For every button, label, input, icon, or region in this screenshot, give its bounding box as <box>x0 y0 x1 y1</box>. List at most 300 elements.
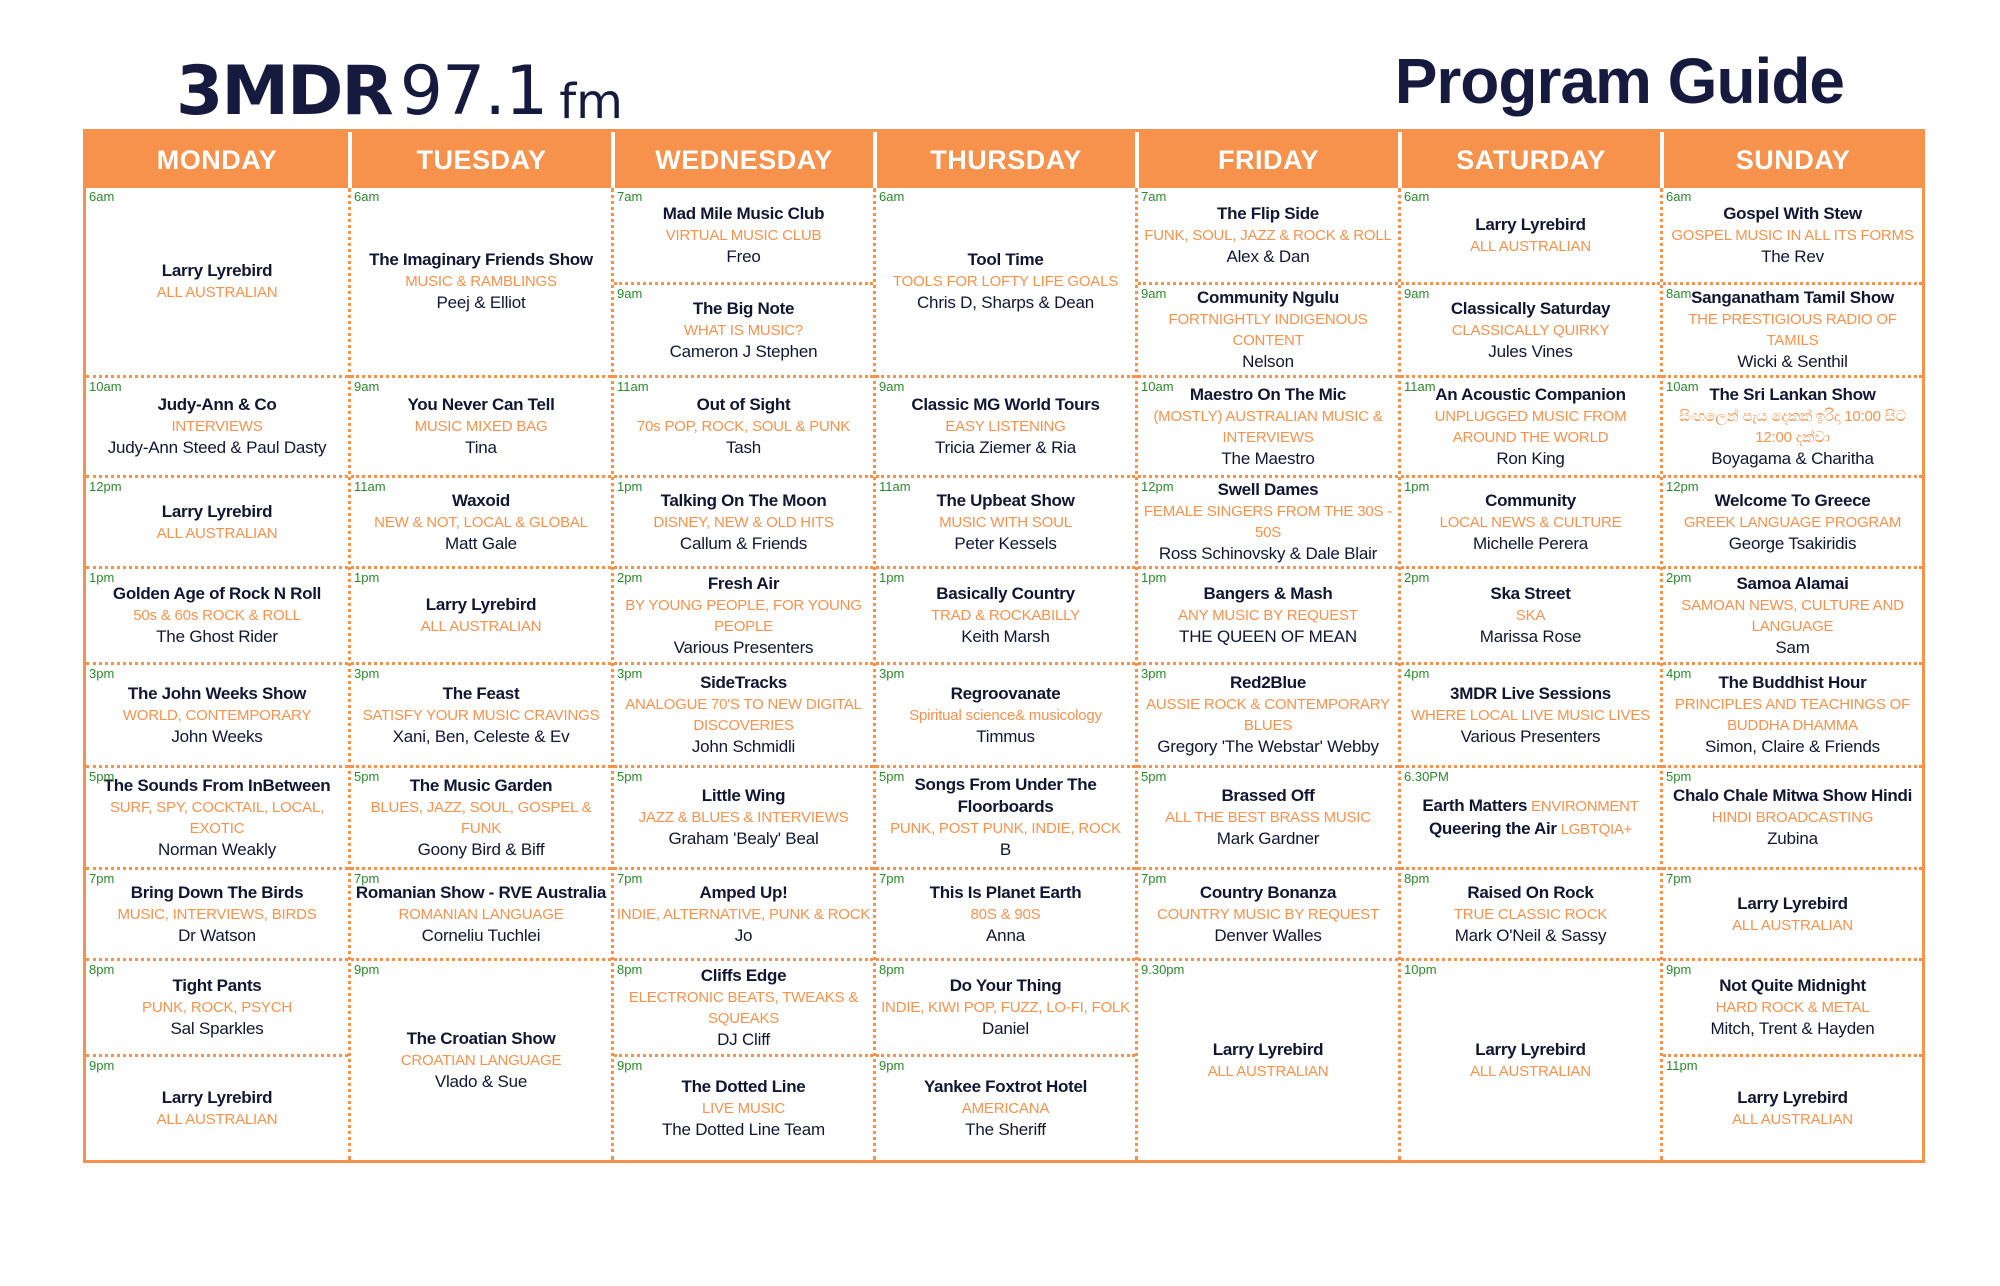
program-host: George Tsakiridis <box>1728 533 1857 553</box>
day-column-tuesday <box>348 188 611 1160</box>
day-column-saturday <box>1398 188 1660 1160</box>
program-host: Tricia Ziemer & Ria <box>934 438 1077 457</box>
program-genre: ELECTRONIC BEATS, TWEAKS & SQUEAKS <box>628 988 859 1027</box>
program-host: Mark Gardner <box>1216 829 1320 848</box>
program-genre: ANY MUSIC BY REQUEST <box>1178 607 1358 624</box>
program-genre: MUSIC MIXED BAG <box>414 418 548 435</box>
slot-time: 9am <box>879 379 905 394</box>
slot-time: 9.30pm <box>1141 962 1185 977</box>
program-genre: HARD ROCK & METAL <box>1715 999 1870 1016</box>
program-name: Welcome To Greece <box>1714 490 1871 510</box>
program-name: Tool Time <box>967 250 1044 269</box>
program-host: Jules Vines <box>1488 341 1573 361</box>
program-name: Golden Age of Rock N Roll <box>112 584 322 603</box>
slot-time: 12pm <box>1141 479 1174 494</box>
program-slot <box>86 662 348 765</box>
program-name: Regroovanate <box>950 683 1061 703</box>
slot-time: 6am <box>1666 189 1692 204</box>
program-slot <box>1663 375 1922 475</box>
slot-time: 7pm <box>879 871 905 886</box>
program-host: Denver Walles <box>1214 925 1322 945</box>
program-host: Graham 'Bealy' Beal <box>668 829 819 848</box>
slot-time: 10pm <box>1404 962 1437 977</box>
day-header-tuesday: TUESDAY <box>348 132 611 188</box>
program-host: Mitch, Trent & Hayden <box>1710 1019 1875 1038</box>
program-slot <box>351 867 611 958</box>
program-slot <box>876 566 1135 662</box>
slot-time: 4pm <box>1666 666 1692 681</box>
program-slot <box>1138 958 1398 1160</box>
program-genre: ALL AUSTRALIAN <box>1470 237 1591 255</box>
program-name: The Big Note <box>692 298 795 318</box>
program-slot <box>1663 765 1922 867</box>
program-name: The Croatian Show <box>406 1029 556 1048</box>
program-slot <box>876 867 1135 958</box>
program-slot <box>876 765 1135 867</box>
program-name: You Never Can Tell <box>407 395 555 414</box>
slot-time: 7pm <box>354 871 380 886</box>
program-name: Classically Saturday <box>1450 298 1611 318</box>
slot-time: 3pm <box>1141 666 1167 681</box>
program-host: Freo <box>726 246 761 266</box>
program-host: Chris D, Sharps & Dean <box>916 293 1094 312</box>
program-host: Marissa Rose <box>1479 627 1582 646</box>
program-name: SideTracks <box>700 673 787 692</box>
slot-time: 1pm <box>89 570 115 585</box>
program-genre: ENVIRONMENT <box>1527 797 1639 815</box>
program-name: Mad Mile Music Club <box>662 203 825 223</box>
day-column-friday <box>1135 188 1398 1160</box>
program-slot <box>1663 188 1922 282</box>
program-slot <box>1401 475 1660 566</box>
slot-time: 9pm <box>89 1058 115 1073</box>
program-name <box>1422 795 1638 818</box>
program-genre: WHAT IS MUSIC? <box>683 321 804 339</box>
program-host: Jo <box>734 925 753 945</box>
program-slot <box>351 188 611 375</box>
program-name: Larry Lyrebird <box>1737 893 1848 913</box>
slot-time: 7pm <box>1666 871 1692 886</box>
program-name: Samoa Alamai <box>1736 573 1849 593</box>
logo-fm: fm <box>559 74 623 130</box>
program-host: John Schmidli <box>691 737 796 756</box>
program-name: Waxoid <box>451 490 510 510</box>
program-genre: FUNK, SOUL, JAZZ & ROCK & ROLL <box>1144 226 1392 244</box>
slot-time: 3pm <box>879 666 905 681</box>
program-host: The Rev <box>1761 246 1824 266</box>
program-grid <box>83 129 1925 1163</box>
program-name: Bangers & Mash <box>1203 584 1333 603</box>
program-name: Songs From Under The Floorboards <box>914 775 1097 816</box>
program-slot <box>876 375 1135 475</box>
program-title: Earth Matters <box>1422 795 1528 815</box>
slot-time: 11pm <box>1666 1058 1698 1073</box>
program-name: The John Weeks Show <box>127 683 307 703</box>
slot-time: 7pm <box>1141 871 1167 886</box>
program-name: Do Your Thing <box>949 976 1062 995</box>
program-name: Larry Lyrebird <box>161 261 273 280</box>
program-host: Zubina <box>1767 829 1818 848</box>
day-column-monday <box>86 188 348 1160</box>
program-name <box>1429 818 1632 841</box>
program-host: Sal Sparkles <box>170 1019 264 1038</box>
program-host: Tash <box>725 438 762 457</box>
program-name: The Imaginary Friends Show <box>369 250 593 269</box>
slot-time: 5pm <box>617 769 643 784</box>
page-header <box>0 0 2000 130</box>
slot-time: 9pm <box>879 1058 905 1073</box>
program-slot <box>86 958 348 1054</box>
slot-time: 11am <box>354 479 386 494</box>
day-header-saturday: SATURDAY <box>1398 132 1660 188</box>
program-name: Basically Country <box>936 584 1075 603</box>
slot-time: 8pm <box>617 962 643 977</box>
program-genre: ALL AUSTRALIAN <box>420 618 542 635</box>
program-host: Xani, Ben, Celeste & Ev <box>392 726 570 746</box>
program-name: Country Bonanza <box>1199 882 1337 902</box>
program-genre: SKA <box>1515 607 1546 624</box>
slot-time: 9am <box>1404 286 1430 301</box>
program-slot <box>1401 282 1660 375</box>
program-host: The Dotted Line Team <box>662 1120 825 1139</box>
program-name: Maestro On The Mic <box>1189 384 1347 404</box>
program-genre: GREEK LANGUAGE PROGRAM <box>1683 513 1902 531</box>
slot-time: 5pm <box>1141 769 1167 784</box>
program-genre: TRAD & ROCKABILLY <box>931 607 1080 624</box>
program-slot <box>1663 958 1922 1054</box>
program-slot <box>876 475 1135 566</box>
program-genre: ANALOGUE 70'S TO NEW DIGITAL DISCOVERIES <box>625 696 862 734</box>
program-genre: MUSIC, INTERVIEWS, BIRDS <box>117 905 317 923</box>
program-name: Swell Dames <box>1217 480 1319 499</box>
program-genre: LOCAL NEWS & CULTURE <box>1439 513 1622 531</box>
slot-time: 11am <box>617 379 649 394</box>
program-name: Out of Sight <box>696 395 791 414</box>
program-name: Larry Lyrebird <box>425 595 537 614</box>
program-name: Larry Lyrebird <box>161 1088 273 1107</box>
day-header-wednesday: WEDNESDAY <box>611 132 873 188</box>
program-slot <box>614 765 873 867</box>
program-slot <box>351 566 611 662</box>
program-name: This Is Planet Earth <box>929 882 1082 902</box>
slot-time: 2pm <box>1404 570 1430 585</box>
program-host: Daniel <box>982 1019 1029 1038</box>
program-host: Matt Gale <box>445 533 517 553</box>
program-genre: NEW & NOT, LOCAL & GLOBAL <box>374 513 588 531</box>
day-column-wednesday <box>611 188 873 1160</box>
program-genre: MUSIC & RAMBLINGS <box>405 273 557 290</box>
slot-time: 9pm <box>1666 962 1692 977</box>
day-header-thursday: THURSDAY <box>873 132 1135 188</box>
program-name: Tight Pants <box>172 976 262 995</box>
program-host: Keith Marsh <box>961 627 1050 646</box>
program-name: The Flip Side <box>1217 203 1319 223</box>
program-name: The Upbeat Show <box>936 490 1075 510</box>
program-title: Queering the Air <box>1428 818 1557 838</box>
program-genre: 50s & 60s ROCK & ROLL <box>133 607 301 624</box>
program-host: Ross Schinovsky & Dale Blair <box>1158 544 1378 563</box>
program-name: An Acoustic Companion <box>1435 384 1626 404</box>
slot-time: 6am <box>1404 189 1430 204</box>
slot-time: 2pm <box>617 570 643 585</box>
program-host: Boyagama & Charitha <box>1711 448 1874 468</box>
program-genre: 80S & 90S <box>970 905 1041 923</box>
program-slot <box>351 475 611 566</box>
program-genre: INDIE, ALTERNATIVE, PUNK & ROCK <box>616 905 871 923</box>
program-slot <box>86 867 348 958</box>
slot-time: 2pm <box>1666 570 1692 585</box>
program-name: Chalo Chale Mitwa Show Hindi <box>1672 786 1913 805</box>
program-host: Tina <box>465 438 497 457</box>
program-slot <box>876 1054 1135 1160</box>
program-host: Mark O'Neil & Sassy <box>1454 925 1607 945</box>
program-genre: WORLD, CONTEMPORARY <box>122 706 312 724</box>
slot-time: 7pm <box>89 871 115 886</box>
program-slot <box>1138 765 1398 867</box>
program-name: Judy-Ann & Co <box>157 395 277 414</box>
slot-time: 3pm <box>617 666 643 681</box>
slot-time: 10am <box>1141 379 1174 394</box>
program-genre: FORTNIGHTLY INDIGENOUS CONTENT <box>1168 311 1368 349</box>
program-host: Goony Bird & Biff <box>417 839 545 859</box>
program-slot <box>351 375 611 475</box>
program-genre: LGBTQIA+ <box>1556 820 1632 838</box>
program-slot <box>86 1054 348 1160</box>
program-genre: ALL AUSTRALIAN <box>1207 1063 1329 1080</box>
program-host: The Sheriff <box>965 1120 1046 1139</box>
program-name: Fresh Air <box>707 573 780 593</box>
slot-time: 10am <box>89 379 122 394</box>
program-slot <box>614 566 873 662</box>
program-genre: GOSPEL MUSIC IN ALL ITS FORMS <box>1671 226 1914 244</box>
program-genre: THE PRESTIGIOUS RADIO OF TAMILS <box>1688 311 1897 349</box>
program-slot <box>1138 662 1398 765</box>
slot-time: 3pm <box>354 666 380 681</box>
program-slot <box>1663 1054 1922 1160</box>
program-slot <box>86 188 348 375</box>
program-genre: Spiritual science& musicology <box>909 706 1102 724</box>
program-host: Alex & Dan <box>1226 246 1310 266</box>
program-genre: AMERICANA <box>961 1100 1050 1117</box>
program-host: Peej & Elliot <box>436 293 526 312</box>
day-header-monday: MONDAY <box>86 132 348 188</box>
program-host: Anna <box>986 925 1025 945</box>
program-host: The Maestro <box>1221 448 1315 468</box>
slot-time: 12pm <box>1666 479 1699 494</box>
program-slot <box>1138 375 1398 475</box>
program-name: Raised On Rock <box>1467 882 1594 902</box>
program-name: Larry Lyrebird <box>1737 1088 1848 1107</box>
program-slot <box>614 188 873 282</box>
program-host: Various Presenters <box>1460 726 1601 746</box>
slot-time: 6am <box>354 189 380 204</box>
day-header-friday: FRIDAY <box>1135 132 1398 188</box>
slot-time: 6am <box>89 189 115 204</box>
program-slot <box>876 958 1135 1054</box>
program-genre: COUNTRY MUSIC BY REQUEST <box>1157 905 1379 923</box>
slot-time: 8pm <box>1404 871 1430 886</box>
program-slot <box>1401 958 1660 1160</box>
program-slot <box>86 475 348 566</box>
slot-time: 8am <box>1666 286 1692 301</box>
slot-time: 4pm <box>1404 666 1430 681</box>
slot-time: 5pm <box>89 769 115 784</box>
program-slot <box>1663 662 1922 765</box>
program-genre: CROATIAN LANGUAGE <box>400 1052 562 1069</box>
program-host: Timmus <box>976 726 1035 746</box>
slot-time: 11am <box>1404 379 1436 394</box>
program-name: Bring Down The Birds <box>130 882 304 902</box>
program-host: B <box>999 840 1012 859</box>
slot-time: 10am <box>1666 379 1699 394</box>
slot-time: 1pm <box>354 570 380 585</box>
page-title: Program Guide <box>1394 45 1844 117</box>
program-host: Gregory 'The Webstar' Webby <box>1157 737 1379 756</box>
slot-time: 11am <box>879 479 911 494</box>
program-genre: CLASSICALLY QUIRKY <box>1451 321 1610 339</box>
program-slot <box>876 662 1135 765</box>
program-genre: ALL AUSTRALIAN <box>156 524 278 542</box>
program-host: Judy-Ann Steed & Paul Dasty <box>107 438 327 457</box>
program-genre: (MOSTLY) AUSTRALIAN MUSIC & INTERVIEWS <box>1153 407 1383 446</box>
program-name: Larry Lyrebird <box>1475 214 1586 234</box>
day-header-sunday: SUNDAY <box>1660 132 1922 188</box>
program-genre: BY YOUNG PEOPLE, FOR YOUNG PEOPLE <box>625 596 862 635</box>
program-genre: FEMALE SINGERS FROM THE 30S - 50S <box>1143 503 1393 541</box>
station-logo <box>176 46 623 131</box>
program-name: The Sounds From InBetween <box>103 775 331 795</box>
program-host: Callum & Friends <box>679 533 808 553</box>
program-name: Larry Lyrebird <box>161 501 273 521</box>
program-name: The Buddhist Hour <box>1718 673 1867 692</box>
program-host: The Ghost Rider <box>156 627 278 646</box>
program-genre: VIRTUAL MUSIC CLUB <box>665 226 822 244</box>
program-slot <box>1401 375 1660 475</box>
program-genre: JAZZ & BLUES & INTERVIEWS <box>638 809 849 826</box>
slot-time: 9pm <box>617 1058 643 1073</box>
program-host: Dr Watson <box>178 925 256 945</box>
program-slot <box>1401 765 1660 867</box>
slot-time: 6.30PM <box>1404 769 1449 784</box>
slot-time: 9pm <box>354 962 380 977</box>
program-host: John Weeks <box>171 726 263 746</box>
program-slot <box>351 765 611 867</box>
program-genre: 70s POP, ROCK, SOUL & PUNK <box>636 418 851 435</box>
program-name: Red2Blue <box>1229 673 1306 692</box>
program-slot <box>614 375 873 475</box>
program-name: Community <box>1485 490 1576 510</box>
program-name: The Sri Lankan Show <box>1709 384 1876 404</box>
program-slot <box>86 375 348 475</box>
program-host: DJ Cliff <box>717 1029 770 1049</box>
program-genre: ALL AUSTRALIAN <box>1470 1063 1591 1080</box>
slot-time: 9am <box>354 379 380 394</box>
program-genre: SATISFY YOUR MUSIC CRAVINGS <box>362 706 600 724</box>
program-genre: HINDI BROADCASTING <box>1711 809 1874 826</box>
program-name: Sanganatham Tamil Show <box>1691 288 1894 307</box>
slot-time: 7am <box>1141 189 1167 204</box>
program-name: 3MDR Live Sessions <box>1450 683 1611 703</box>
program-slot <box>1401 188 1660 282</box>
program-name: The Music Garden <box>409 775 553 795</box>
logo-frequency: 97.1 <box>399 52 548 131</box>
program-genre: ALL AUSTRALIAN <box>156 284 278 301</box>
program-slot <box>614 475 873 566</box>
program-genre: UNPLUGGED MUSIC FROM AROUND THE WORLD <box>1434 407 1627 446</box>
program-name: The Dotted Line <box>681 1077 806 1096</box>
program-genre: AUSSIE ROCK & CONTEMPORARY BLUES <box>1146 696 1390 734</box>
program-name: Classic MG World Tours <box>911 395 1100 414</box>
program-name: Larry Lyrebird <box>1212 1040 1324 1059</box>
program-slot <box>1138 282 1398 375</box>
program-genre: LIVE MUSIC <box>701 1100 786 1117</box>
program-name: Cliffs Edge <box>700 965 787 985</box>
program-slot <box>1138 566 1398 662</box>
program-genre: EASY LISTENING <box>945 418 1066 435</box>
program-slot <box>1138 867 1398 958</box>
program-slot <box>351 662 611 765</box>
program-genre: TOOLS FOR LOFTY LIFE GOALS <box>892 273 1119 290</box>
program-name: Community Ngulu <box>1197 288 1339 307</box>
program-slot <box>86 765 348 867</box>
slot-time: 8pm <box>89 962 115 977</box>
program-slot <box>1663 282 1922 375</box>
program-name: Ska Street <box>1490 584 1571 603</box>
program-host: Vlado & Sue <box>434 1072 528 1091</box>
program-name: Little Wing <box>701 786 786 805</box>
program-name: Larry Lyrebird <box>1475 1040 1586 1059</box>
program-host: Ron King <box>1496 448 1565 468</box>
slot-time: 7pm <box>617 871 643 886</box>
program-genre: BLUES, JAZZ, SOUL, GOSPEL & FUNK <box>370 798 592 837</box>
program-slot <box>614 662 873 765</box>
program-slot <box>1663 475 1922 566</box>
slot-time: 5pm <box>354 769 380 784</box>
program-name: Gospel With Stew <box>1723 203 1862 223</box>
program-slot <box>614 958 873 1054</box>
program-host: Sam <box>1775 637 1810 657</box>
program-host: Simon, Claire & Friends <box>1705 737 1880 756</box>
program-name: Amped Up! <box>699 882 788 902</box>
logo-brand: 3MDR <box>176 52 392 131</box>
program-slot <box>1401 566 1660 662</box>
program-genre: ALL AUSTRALIAN <box>1732 916 1853 934</box>
program-name: Talking On The Moon <box>660 490 827 510</box>
program-genre: ALL AUSTRALIAN <box>1732 1111 1853 1128</box>
slot-time: 5pm <box>1666 769 1692 784</box>
program-genre: MUSIC WITH SOUL <box>939 513 1072 531</box>
program-host: Nelson <box>1242 352 1294 371</box>
day-column-thursday <box>873 188 1135 1160</box>
day-column-sunday <box>1660 188 1922 1160</box>
program-genre: INTERVIEWS <box>171 418 263 435</box>
slot-time: 1pm <box>617 479 643 494</box>
program-genre: SURF, SPY, COCKTAIL, LOCAL, EXOTIC <box>109 798 325 837</box>
program-slot <box>1138 475 1398 566</box>
slot-time: 3pm <box>89 666 115 681</box>
program-slot <box>1138 188 1398 282</box>
program-slot <box>614 1054 873 1160</box>
program-genre: DISNEY, NEW & OLD HITS <box>653 513 834 531</box>
slot-time: 6am <box>879 189 905 204</box>
program-genre: PRINCIPLES AND TEACHINGS OF BUDDHA DHAMMA <box>1674 696 1911 734</box>
program-slot <box>1401 662 1660 765</box>
program-host: Peter Kessels <box>954 533 1057 553</box>
program-genre: ALL AUSTRALIAN <box>156 1111 278 1128</box>
program-host: THE QUEEN OF MEAN <box>1179 627 1357 646</box>
program-genre: PUNK, POST PUNK, INDIE, ROCK <box>890 820 1121 837</box>
program-name: Brassed Off <box>1221 786 1315 805</box>
